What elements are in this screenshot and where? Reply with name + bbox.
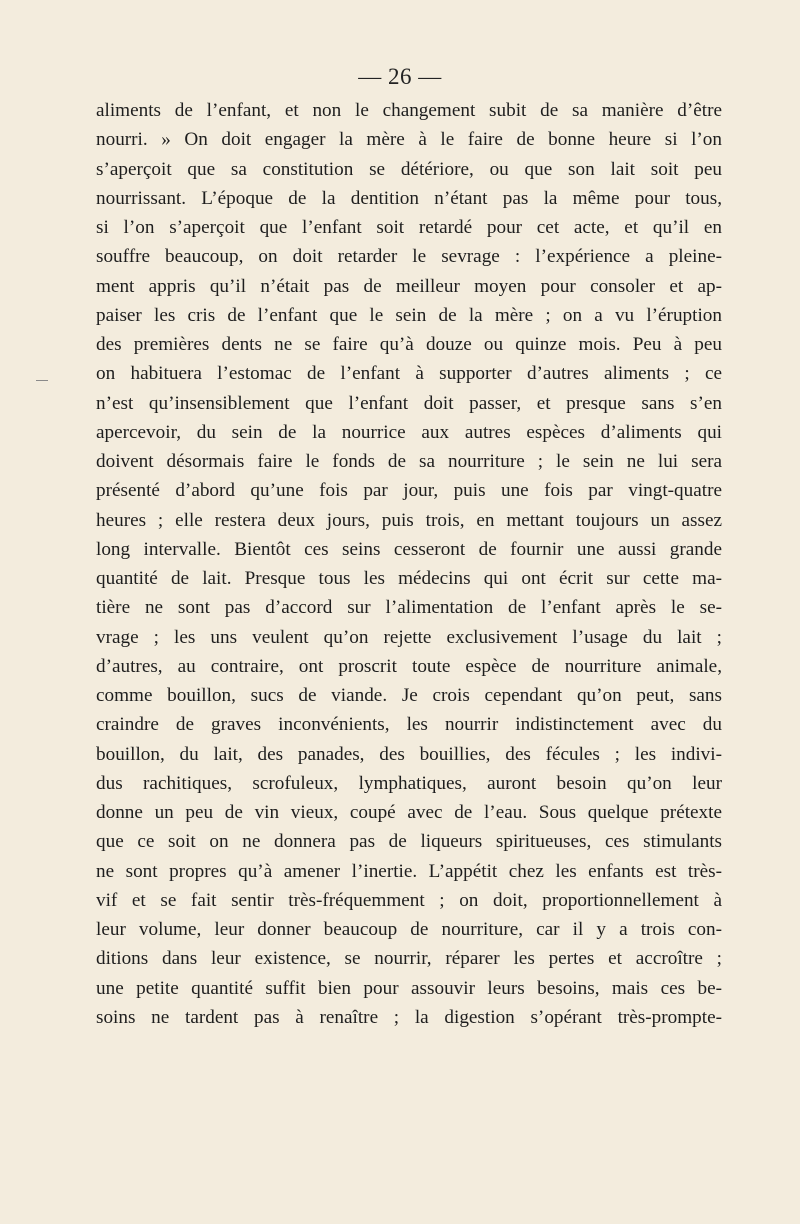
text-line: une petite quantité suffit bien pour assouvir leurs besoins, mais ces be- — [96, 977, 722, 999]
margin-mark — [36, 380, 48, 381]
text-line: dus rachitiques, scrofuleux, lymphatiques, auront besoin qu’on leur — [96, 772, 722, 794]
text-line: ditions dans leur existence, se nourrir, réparer les pertes et accroître ; — [96, 948, 722, 970]
text-line: ne sont propres qu’à amener l’inertie. L’appétit chez les enfants est très- — [96, 860, 722, 882]
text-line: on habituera l’estomac de l’enfant à supporter d’autres aliments ; ce — [96, 363, 722, 385]
text-line: d’autres, au contraire, ont proscrit toute espèce de nourriture animale, — [96, 655, 722, 677]
text-line: présenté d’abord qu’une fois par jour, puis une fois par vingt-quatre — [96, 480, 722, 502]
text-line: bouillon, du lait, des panades, des bouillies, des fécules ; les indivi- — [96, 743, 722, 765]
text-line: vif et se fait sentir très-fréquemment ; on doit, proportionnellement à — [96, 889, 722, 911]
text-line: long intervalle. Bientôt ces seins cesseront de fournir une aussi grande — [96, 538, 722, 560]
page-number: — 26 — — [358, 64, 442, 89]
text-line: des premières dents ne se faire qu’à douze ou quinze mois. Peu à peu — [96, 334, 722, 355]
text-line: souffre beaucoup, on doit retarder le sevrage : l’expérience a pleine- — [96, 246, 722, 268]
text-line: ment appris qu’il n’était pas de meilleur moyen pour consoler et ap- — [96, 275, 722, 297]
text-line: paiser les cris de l’enfant que le sein de la mère ; on a vu l’éruption — [96, 304, 722, 326]
text-line: doivent désormais faire le fonds de sa nourriture ; le sein ne lui sera — [96, 451, 722, 472]
text-line: craindre de graves inconvénients, les nourrir indistinctement avec du — [96, 714, 722, 736]
text-line: vrage ; les uns veulent qu’on rejette exclusivement l’usage du lait ; — [96, 626, 722, 648]
text-line: leur volume, leur donner beaucoup de nourriture, car il y a trois con- — [96, 919, 722, 940]
text-line: que ce soit on ne donnera pas de liqueurs spiritueuses, ces stimulants — [96, 831, 722, 853]
text-line: s’aperçoit que sa constitution se détériore, ou que son lait soit peu — [96, 158, 722, 180]
text-line: nourrissant. L’époque de la dentition n’étant pas la même pour tous, — [96, 187, 722, 209]
text-line: soins ne tardent pas à renaître ; la digestion s’opérant très-prompte- — [96, 1006, 722, 1028]
body-text — [96, 96, 722, 1032]
text-line: tière ne sont pas d’accord sur l’alimentation de l’enfant après le se- — [96, 597, 722, 619]
text-line: nourri. » On doit engager la mère à le faire de bonne heure si l’on — [96, 129, 722, 151]
text-line: heures ; elle restera deux jours, puis trois, en mettant toujours un assez — [96, 509, 722, 531]
text-line: donne un peu de vin vieux, coupé avec de l’eau. Sous quelque prétexte — [96, 802, 722, 823]
text-line: n’est qu’insensiblement que l’enfant doit passer, et presque sans s’en — [96, 392, 722, 414]
text-line: comme bouillon, sucs de viande. Je crois cependant qu’on peut, sans — [96, 685, 722, 706]
text-line: apercevoir, du sein de la nourrice aux autres espèces d’aliments qui — [96, 421, 722, 443]
text-line: si l’on s’aperçoit que l’enfant soit retardé pour cet acte, et qu’il en — [96, 217, 722, 238]
text-line: aliments de l’enfant, et non le changement subit de sa manière d’être — [96, 100, 722, 121]
text-line: quantité de lait. Presque tous les médecins qui ont écrit sur cette ma- — [96, 568, 722, 589]
